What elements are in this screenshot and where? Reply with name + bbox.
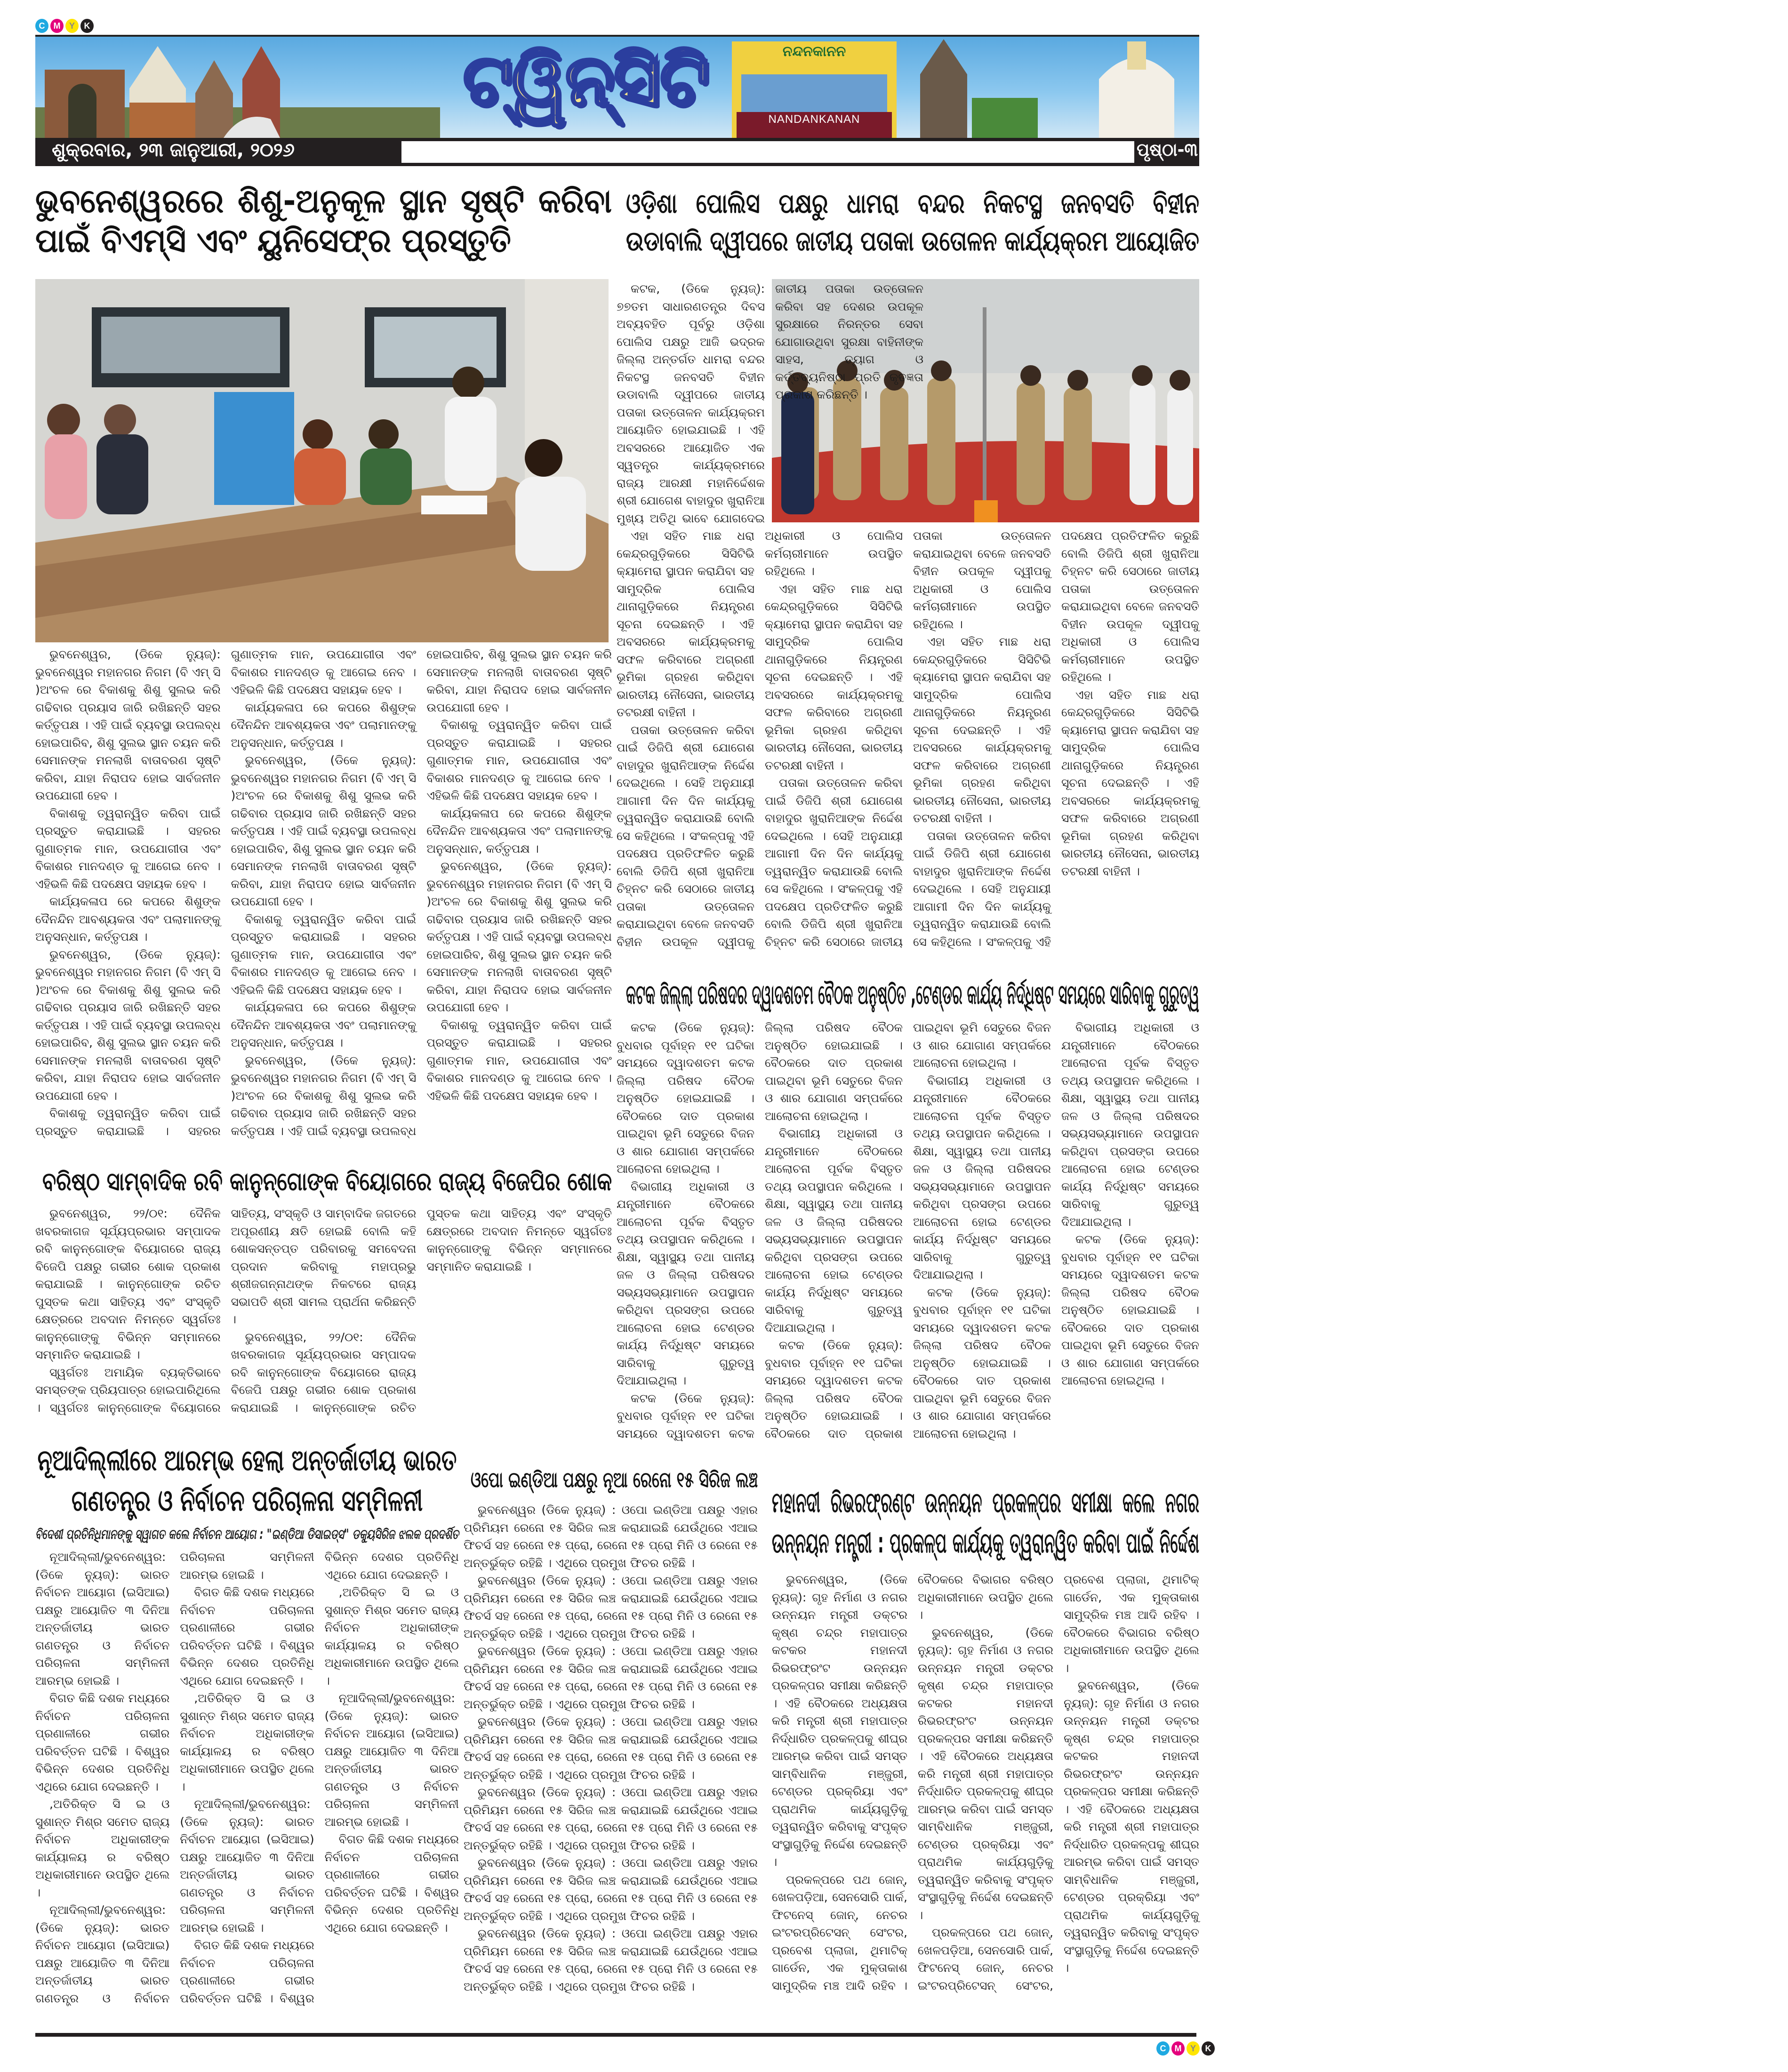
article-paragraph: ଭୁବନେଶ୍ୱର, ୨୨/୦୧: ଦୈନିକ ଖବରକାଗଜ ସୂର୍ଯ୍ୟପ୍ରଭାର ସମ୍ପାଦକ ରବି କାନୁନ୍‌ଗୋଙ୍କ ବିୟୋଗରେ ରାଜ୍ୟ ବିଜେପି ପକ୍ଷରୁ ଗଭୀର ଶୋକ ପ୍ରକାଶ କରାଯାଇଛି । କାନୁନ୍‌ଗୋଙ୍କ ରଚିତ ପୁସ୍ତକ କଥା ସାହିତ୍ୟ ଏବଂ ସଂସ୍କୃତି କ୍ଷେତ୍ରରେ ଅବଦାନ ନିମନ୍ତେ ସ୍ୱର୍ଗତଃ କାନୁନ୍‌ଗୋଙ୍କୁ ବିଭିନ୍ନ ସମ୍ମାନରେ ସମ୍ମାନିତ କରାଯାଇଛି । (231, 1207, 612, 1415)
headline-delhi-election-conference: ନୂଆଦିଲ୍ଲୀରେ ଆରମ୍ଭ ହେଲା ଅନ୍ତର୍ଜାତୀୟ ଭାରତ ଗଣତନ୍ତ୍ର ଓ ନିର୍ବାଚନ ପରିଚାଳନା ସମ୍ମିଳନୀ (37, 1443, 457, 1518)
article-body-cuttack (617, 1019, 1199, 1442)
bmc-meeting-photo (35, 279, 609, 642)
article-paragraph: କଟକ (ଡିକେ ନ୍ୟୁଜ୍): ବୁଧବାର ପୂର୍ବାହ୍ନ ୧୧ ଘଟିକା ସମୟରେ ଦ୍ୱାଦଶତମ କଟକ ଜିଲ୍ଲା ପରିଷଦ ବୈଠକ ଅନୁଷ୍ଠିତ ହୋଇଯାଇଛି । ବୈଠକରେ ଦାତ ପ୍ରକାଶ ପାଇଥିବା ଭୂମି ସେତୁରେ ବିଜନ ଓ ଶାର ଯୋଗାଣ ସମ୍ପର୍କରେ ଆଲୋଚନା ହୋଇଥିଲା । (617, 1021, 903, 1440)
magenta-mark: M (50, 19, 64, 33)
bottom-rule (35, 2033, 1196, 2037)
article-paragraph: ବିଭାଗୀୟ ଅଧିକାରୀ ଓ ଯନ୍ତ୍ରୀମାନେ ବୈଠକରେ ଆଲୋଚନା ପୂର୍ବକ ବିସ୍ତୃତ ତଥ୍ୟ ଉପସ୍ଥାପନ କରିଥିଲେ । ଶିକ୍ଷା, ସ୍ୱାସ୍ଥ୍ୟ ତଥା ପାନୀୟ ଜଳ ଓ ଜିଲ୍ଲା ପରିଷଦର ସଭ୍ୟସଭ୍ୟାମାନେ ଉପସ୍ଥାପନ କରିଥିବା ପ୍ରସଙ୍ଗ ଉପରେ ଆଲୋଚନା ହୋଇ ଟେଣ୍ଡର କାର୍ଯ୍ୟ ନିର୍ଦ୍ଧିଷ୍ଟ ସମୟରେ ସାରିବାକୁ ଗୁରୁତ୍ୱ ଦିଆଯାଇଥିଲା । (617, 1179, 754, 1387)
registration-marks-bottom (1156, 2041, 1215, 2056)
nandankanan-sign-english-text: NANDANKANAN (768, 113, 860, 126)
article-paragraph: ଏହା ସହିତ ମାଛ ଧରା କେନ୍ଦ୍ରଗୁଡ଼ିକରେ ସିସିଟିଭି କ୍ୟାମେରା ସ୍ଥାପନ କରାଯିବା ସହ ସାମୁଦ୍ରିକ ପୋଲିସ ଥାନାଗୁଡ଼ିକରେ ନିୟନ୍ତ୍ରଣ ସୂଚନା ଦେଇଛନ୍ତି । ଏହି ଅବସରରେ କାର୍ଯ୍ୟକ୍ରମକୁ ସଫଳ କରିବାରେ ଅଗ୍ରଣୀ ଭୂମିକା ଗ୍ରହଣ କରିଥିବା ଭାରତୀୟ ନୌସେନା, ଭାରତୀୟ ତଟରକ୍ଷୀ ବାହିନୀ । (765, 582, 903, 772)
nandankanan-sign-odia (739, 43, 890, 62)
article-paragraph: ଭୁବନେଶ୍ୱର (ଡିକେ ନ୍ୟୁଜ୍) : ଓପୋ ଇଣ୍ଡିଆ ପକ୍ଷରୁ ଏହାର ପ୍ରିମିୟମ ରେନୋ ୧୫ ସିରିଜ ଲଞ୍ଚ କରାଯାଇଛି ଯେଉଁଥିରେ ଏଆଇ ଫିଚର୍ସ ସହ ରେନୋ ୧୫ ପ୍ରୋ, ରେନୋ ୧୫ ପ୍ରୋ ମିନି ଓ ରେନୋ ୧୫ ଅନ୍ତର୍ଭୁକ୍ତ ରହିଛି । ଏଥିରେ ପ୍ରମୁଖ ଫିଚର ରହିଛି । (464, 1785, 758, 1852)
cyan-mark: C (35, 19, 48, 33)
article-body-delhi (35, 1548, 459, 2024)
article-body-oppo (464, 1501, 758, 2013)
article-paragraph: ଭୁବନେଶ୍ୱର, (ଡିକେ ନ୍ୟୁଜ୍): ଗୃହ ନିର୍ମାଣ ଓ ନଗର ଉନ୍ନୟନ ମନ୍ତ୍ରୀ ଡକ୍ଟର କୃଷ୍ଣ ଚନ୍ଦ୍ର ମହାପାତ୍ର କଟକର ମହାନଦୀ ରିଭରଫ୍ରଂଟ ଉନ୍ନୟନ ପ୍ରକଳ୍ପର ସମୀକ୍ଷା କରିଛନ୍ତି । ଏହି ବୈଠକରେ ଅଧ୍ୟକ୍ଷତା କରି ମନ୍ତ୍ରୀ ଶ୍ରୀ ମହାପାତ୍ର ନିର୍ଦ୍ଧାରିତ ପ୍ରକଳ୍ପକୁ ଶୀଘ୍ର ଆରମ୍ଭ କରିବା ପାଇଁ ସମସ୍ତ ସାମ୍ବିଧାନିକ ମଞ୍ଜୁରୀ, ଟେଣ୍ଡର ପ୍ରକ୍ରିୟା ଏବଂ ପ୍ରାଥମିକ କାର୍ଯ୍ୟଗୁଡ଼ିକୁ ତ୍ୱରାନ୍ୱିତ କରିବାକୁ ସଂପୃକ୍ତ ସଂସ୍ଥାଗୁଡ଼ିକୁ ନିର୍ଦ୍ଦେଶ ଦେଇଛନ୍ତି । (772, 1573, 907, 1869)
black-mark: K (1202, 2041, 1215, 2056)
article-paragraph: ବିକାଶକୁ ତ୍ୱରାନ୍ୱିତ କରିବା ପାଇଁ ପ୍ରସ୍ତୁତ କରାଯାଇଛି । ସହରର ଗୁଣାତ୍ମକ ମାନ, ଉପଯୋଗୀତା ଏବଂ ବିକାଶର ମାନଦଣ୍ଡ କୁ ଆଗେଇ ନେବ । ଏହିଭଳି କିଛି ପଦକ୍ଷେପ ସହାୟକ ହେବ । (426, 1018, 612, 1103)
headline-oppo-text: ଓପୋ ଇଣ୍ଡିଆ ପକ୍ଷରୁ ନୂଆ ରେନୋ ୧୫ ସିରିଜ ଲଞ୍ଚ (471, 1467, 758, 1492)
article-body-police-lead (617, 280, 923, 527)
article-paragraph: ବିଗତ କିଛି ଦଶକ ମଧ୍ୟରେ ନିର୍ବାଚନ ପରିଚାଳନା ପ୍ରଣାଳୀରେ ଗଭୀର ପରିବର୍ତ୍ତନ ଘଟିଛି । ବିଶ୍ୱର ବିଭିନ୍ନ ଦେଶର ପ୍ରତିନିଧି ଏଥିରେ ଯୋଗ ଦେଇଛନ୍ତି । (35, 1691, 170, 1793)
yellow-mark: Y (65, 19, 79, 33)
headline-cuttack-zilla-parishad (626, 976, 1199, 1012)
article-paragraph: କଟକ (ଡିକେ ନ୍ୟୁଜ୍): ବୁଧବାର ପୂର୍ବାହ୍ନ ୧୧ ଘଟିକା ସମୟରେ ଦ୍ୱାଦଶତମ କଟକ ଜିଲ୍ଲା ପରିଷଦ ବୈଠକ ଅନୁଷ୍ଠିତ ହୋଇଯାଇଛି । ବୈଠକରେ ଦାତ ପ୍ରକାଶ ପାଇଥିବା ଭୂମି ସେତୁରେ ବିଜନ ଓ ଶାର ଯୋଗାଣ ସମ୍ପର୍କରେ ଆଲୋଚନା ହୋଇଥିଲା । (913, 1285, 1051, 1440)
page-number (1137, 139, 1198, 166)
article-paragraph: ବିକାଶକୁ ତ୍ୱରାନ୍ୱିତ କରିବା ପାଇଁ ପ୍ରସ୍ତୁତ କରାଯାଇଛି । ସହରର ଗୁଣାତ୍ମକ ମାନ, ଉପଯୋଗୀତା ଏବଂ ବିକାଶର ମାନଦଣ୍ଡ କୁ ଆଗେଇ ନେବ । ଏହିଭଳି କିଛି ପଦକ୍ଷେପ ସହାୟକ ହେବ । (35, 648, 417, 1138)
article-paragraph: ନୂଆଦିଲ୍ଲୀ/ଭୁବନେଶ୍ୱର:(ଡିକେ ନ୍ୟୁଜ୍): ଭାରତ ନିର୍ବାଚନ ଆୟୋଗ (ଇସିଆଇ) ପକ୍ଷରୁ ଆୟୋଜିତ ୩ ଦିନିଆ ଅନ୍ତର୍ଜାତୀୟ ଭାରତ ଗଣତନ୍ତ୍ର ଓ ନିର୍ବାଚନ ପରିଚାଳନା ସମ୍ମିଳନୀ ଆରମ୍ଭ ହୋଇଛି । (35, 1550, 170, 1688)
article-body-police (617, 527, 1199, 968)
article-paragraph: କଟକ (ଡିକେ ନ୍ୟୁଜ୍): ବୁଧବାର ପୂର୍ବାହ୍ନ ୧୧ ଘଟିକା ସମୟରେ ଦ୍ୱାଦଶତମ କଟକ ଜିଲ୍ଲା ପରିଷଦ ବୈଠକ ଅନୁଷ୍ଠିତ ହୋଇଯାଇଛି । ବୈଠକରେ ଦାତ ପ୍ରକାଶ ପାଇଥିବା ଭୂମି ସେତୁରେ ବିଜନ ଓ ଶାର ଯୋଗାଣ ସମ୍ପର୍କରେ ଆଲୋଚନା ହୋଇଥିଲା । (1061, 1232, 1199, 1387)
magenta-mark: M (1171, 2041, 1185, 2056)
article-paragraph: ନୂଆଦିଲ୍ଲୀ/ଭୁବନେଶ୍ୱର:(ଡିକେ ନ୍ୟୁଜ୍): ଭାରତ ନିର୍ବାଚନ ଆୟୋଗ (ଇସିଆଇ) ପକ୍ଷରୁ ଆୟୋଜିତ ୩ ଦିନିଆ ଅନ୍ତର୍ଜାତୀୟ ଭାରତ ଗଣତନ୍ତ୍ର ଓ ନିର୍ବାଚନ ପରିଚାଳନା ସମ୍ମିଳନୀ ଆରମ୍ଭ ହୋଇଛି । (180, 1797, 314, 1935)
article-paragraph: ଭୁବନେଶ୍ୱର, (ଡିକେ ନ୍ୟୁଜ୍): ଭୁବନେଶ୍ୱର ମହାନଗର ନିଗମ (ବି ଏମ୍ ସି )ଅଂଚଳ ରେ ବିକାଶକୁ ଶିଶୁ ସୁଲଭ କରି ଗଢିବାର ପ୍ରୟାସ ଜାରି ରଖିଛନ୍ତି ସହର କର୍ତ୍ତୃପକ୍ଷ । ଏହି ପାଇଁ ବ୍ୟବସ୍ଥା ଉପଲବ୍ଧ ହୋଇପାରିବ, ଶିଶୁ ସୁଲଭ ସ୍ଥାନ ଚୟନ କରି ସେମାନଙ୍କ ମନଲାଖି ବାତାବରଣ ସୃଷ୍ଟି କରିବା, ଯାହା ନିରାପଦ ହୋଇ ସାର୍ବଜନୀନ ଉପଯୋଗୀ ହେବ । (35, 947, 221, 1103)
subheadline-delhi (35, 1526, 459, 1543)
article-paragraph: ନୂଆଦିଲ୍ଲୀ/ଭୁବନେଶ୍ୱର:(ଡିକେ ନ୍ୟୁଜ୍): ଭାରତ ନିର୍ବାଚନ ଆୟୋଗ (ଇସିଆଇ) ପକ୍ଷରୁ ଆୟୋଜିତ ୩ ଦିନିଆ ଅନ୍ତର୍ଜାତୀୟ ଭାରତ ଗଣତନ୍ତ୍ର ଓ ନିର୍ବାଚନ ପରିଚାଳନା ସମ୍ମିଳନୀ ଆରମ୍ଭ ହୋଇଛି । (35, 1550, 314, 2005)
nandankanan-sign-english (739, 113, 890, 129)
article-paragraph: ପତାକା ଉତ୍ତୋଳନ କରିବା ପାଇଁ ଡିଜିପି ଶ୍ରୀ ଯୋଗେଶ ବାହାଦୁର ଖୁରାନିଆଙ୍କ ନିର୍ଦ୍ଦେଶ ଦେଇଥିଲେ । ସେହି ଅନୁଯାୟୀ ଆଗାମୀ ଦିନ ଦିନ କାର୍ଯ୍ୟକୁ ତ୍ୱରାନ୍ୱିତ କରାଯାଉଛି ବୋଲି ସେ କହିଥିଲେ । ସଂକଳ୍ପକୁ ଏହି ପଦକ୍ଷେପ ପ୍ରତିଫଳିତ କରୁଛି ବୋଲି ଡିଜିପି ଶ୍ରୀ ଖୁରାନିଆ ଚିହ୍ନଟ କରି ସେଠାରେ ଜାତୀୟ ପତାକା ଉତ୍ତୋଳନ କରାଯାଇଥିବା ବେଳେ ଜନବସତି ବିହୀନ ଉପକୂଳ ଦ୍ୱୀପକୁ ଅଧିକାରୀ ଓ ପୋଲିସ କର୍ମଚାରୀମାନେ ଉପସ୍ଥିତ ରହିଥିଲେ । (913, 529, 1199, 949)
article-paragraph: ଭୁବନେଶ୍ୱର (ଡିକେ ନ୍ୟୁଜ୍) : ଓପୋ ଇଣ୍ଡିଆ ପକ୍ଷରୁ ଏହାର ପ୍ରିମିୟମ ରେନୋ ୧୫ ସିରିଜ ଲଞ୍ଚ କରାଯାଇଛି ଯେଉଁଥିରେ ଏଆଇ ଫିଚର୍ସ ସହ ରେନୋ ୧୫ ପ୍ରୋ, ରେନୋ ୧୫ ପ୍ରୋ ମିନି ଓ ରେନୋ ୧୫ ଅନ୍ତର୍ଭୁକ୍ତ ରହିଛି । ଏଥିରେ ପ୍ରମୁଖ ଫିଚର ରହିଛି । (464, 1715, 758, 1782)
article-paragraph: ଭୁବନେଶ୍ୱର, ୨୨/୦୧: ଦୈନିକ ଖବରକାଗଜ ସୂର୍ଯ୍ୟପ୍ରଭାର ସମ୍ପାଦକ ରବି କାନୁନ୍‌ଗୋଙ୍କ ବିୟୋଗରେ ରାଜ୍ୟ ବିଜେପି ପକ୍ଷରୁ ଗଭୀର ଶୋକ ପ୍ରକାଶ କରାଯାଇଛି । କାନୁନ୍‌ଗୋଙ୍କ ରଚିତ ପୁସ୍ତକ କଥା ସାହିତ୍ୟ ଏବଂ ସଂସ୍କୃତି କ୍ଷେତ୍ରରେ ଅବଦାନ ନିମନ୍ତେ ସ୍ୱର୍ଗତଃ କାନୁନ୍‌ଗୋଙ୍କୁ ବିଭିନ୍ନ ସମ୍ମାନରେ ସମ୍ମାନିତ କରାଯାଇଛି । (35, 1207, 221, 1361)
nandankanan-sign-odia-text: ନନ୍ଦନକାନନ (782, 43, 846, 60)
article-paragraph: ,ଅତିରିକ୍ତ ସି ଇ ଓ ସୁଶାନ୍ତ ମିଶ୍ର ସମେତ ରାଜ୍ୟ ନିର୍ବାଚନ ଅଧିକାରୀଙ୍କ କାର୍ଯ୍ୟାଳୟ ର ବରିଷ୍ଠ ଅଧିକାରୀମାନେ ଉପସ୍ଥିତ ଥିଲେ । (180, 1691, 314, 1793)
article-body-ravi (35, 1205, 612, 1434)
article-paragraph: ବିଗତ କିଛି ଦଶକ ମଧ୍ୟରେ ନିର୍ବାଚନ ପରିଚାଳନା ପ୍ରଣାଳୀରେ ଗଭୀର ପରିବର୍ତ୍ତନ ଘଟିଛି । ବିଶ୍ୱର ବିଭିନ୍ନ ଦେଶର ପ୍ରତିନିଧି ଏଥିରେ ଯୋଗ ଦେଇଛନ୍ତି । (180, 1550, 459, 2005)
article-paragraph: ଭୁବନେଶ୍ୱର (ଡିକେ ନ୍ୟୁଜ୍) : ଓପୋ ଇଣ୍ଡିଆ ପକ୍ଷରୁ ଏହାର ପ୍ରିମିୟମ ରେନୋ ୧୫ ସିରିଜ ଲଞ୍ଚ କରାଯାଇଛି ଯେଉଁଥିରେ ଏଆଇ ଫିଚର୍ସ ସହ ରେନୋ ୧୫ ପ୍ରୋ, ରେନୋ ୧୫ ପ୍ରୋ ମିନି ଓ ରେନୋ ୧୫ ଅନ୍ତର୍ଭୁକ୍ତ ରହିଛି । ଏଥିରେ ପ୍ରମୁଖ ଫିଚର ରହିଛି । (464, 1644, 758, 1711)
article-paragraph: ପ୍ରକଳ୍ପରେ ପଥ ଜୋନ୍, ଖେଳପଡ଼ିଆ, ସେନସୋରି ପାର୍କ, ଫିଟନେସ୍ ଜୋନ୍, ନେଚର ଇଂଟରପ୍ରିଟେସନ୍ ସେଂଟର, ପ୍ରବେଶ ପ୍ଲାଜା, ଥିମାଟିକ୍ ଗାର୍ଡେନ, ଏକ ମୁକ୍ତାକାଶ ସାମୁଦ୍ରିକ ମଞ୍ଚ ଆଦି ରହିବ । ବୈଠକରେ ବିଭାଗର ବରିଷ୍ଠ ଅଧିକାରୀମାନେ ଉପସ୍ଥିତ ଥିଲେ । (918, 1573, 1199, 1992)
lingaraj-temple-image (920, 39, 967, 138)
article-paragraph: ଏହା ସହିତ ମାଛ ଧରା କେନ୍ଦ୍ରଗୁଡ଼ିକରେ ସିସିଟିଭି କ୍ୟାମେରା ସ୍ଥାପନ କରାଯିବା ସହ ସାମୁଦ୍ରିକ ପୋଲିସ ଥାନାଗୁଡ଼ିକରେ ନିୟନ୍ତ୍ରଣ ସୂଚନା ଦେଇଛନ୍ତି । ଏହି ଅବସରରେ କାର୍ଯ୍ୟକ୍ରମକୁ ସଫଳ କରିବାରେ ଅଗ୍ରଣୀ ଭୂମିକା ଗ୍ରହଣ କରିଥିବା ଭାରତୀୟ ନୌସେନା, ଭାରତୀୟ ତଟରକ୍ଷୀ ବାହିନୀ । (913, 635, 1051, 825)
article-paragraph: ବିଭାଗୀୟ ଅଧିକାରୀ ଓ ଯନ୍ତ୍ରୀମାନେ ବୈଠକରେ ଆଲୋଚନା ପୂର୍ବକ ବିସ୍ତୃତ ତଥ୍ୟ ଉପସ୍ଥାପନ କରିଥିଲେ । ଶିକ୍ଷା, ସ୍ୱାସ୍ଥ୍ୟ ତଥା ପାନୀୟ ଜଳ ଓ ଜିଲ୍ଲା ପରିଷଦର ସଭ୍ୟସଭ୍ୟାମାନେ ଉପସ୍ଥାପନ କରିଥିବା ପ୍ରସଙ୍ଗ ଉପରେ ଆଲୋଚନା ହୋଇ ଟେଣ୍ଡର କାର୍ଯ୍ୟ ନିର୍ଦ୍ଧିଷ୍ଟ ସମୟରେ ସାରିବାକୁ ଗୁରୁତ୍ୱ ଦିଆଯାଇଥିଲା । (765, 1127, 903, 1335)
flag-pole (983, 307, 986, 522)
article-paragraph: ବିଗତ କିଛି ଦଶକ ମଧ୍ୟରେ ନିର୍ବାଚନ ପରିଚାଳନା ପ୍ରଣାଳୀରେ ଗଭୀର ପରିବର୍ତ୍ତନ ଘଟିଛି । ବିଶ୍ୱର ବିଭିନ୍ନ ଦେଶର ପ୍ରତିନିଧି ଏଥିରେ ଯୋଗ ଦେଇଛନ୍ତି । (180, 1585, 314, 1688)
article-paragraph: ପ୍ରକଳ୍ପରେ ପଥ ଜୋନ୍, ଖେଳପଡ଼ିଆ, ସେନସୋରି ପାର୍କ, ଫିଟନେସ୍ ଜୋନ୍, ନେଚର ଇଂଟରପ୍ରିଟେସନ୍ ସେଂଟର, ପ୍ରବେଶ ପ୍ଲାଜା, ଥିମାଟିକ୍ ଗାର୍ଡେନ, ଏକ ମୁକ୍ତାକାଶ ସାମୁଦ୍ରିକ ମଞ୍ଚ ଆଦି ରହିବ । ବୈଠକରେ ବିଭାଗର ବରିଷ୍ଠ ଅଧିକାରୀମାନେ ଉପସ୍ଥିତ ଥିଲେ । (772, 1573, 1053, 1992)
article-body-bmc (35, 646, 612, 1157)
issue-date-text: ଶୁକ୍ରବାର, ୨୩ ଜାନୁଆରୀ, ୨୦୨୬ (52, 139, 295, 161)
article-paragraph: ,ଅତିରିକ୍ତ ସି ଇ ଓ ସୁଶାନ୍ତ ମିଶ୍ର ସମେତ ରାଜ୍ୟ ନିର୍ବାଚନ ଅଧିକାରୀଙ୍କ କାର୍ଯ୍ୟାଳୟ ର ବରିଷ୍ଠ ଅଧିକାରୀମାନେ ଉପସ୍ଥିତ ଥିଲେ । (35, 1797, 170, 1899)
cyan-mark: C (1156, 2041, 1170, 2056)
article-paragraph: ଭୁବନେଶ୍ୱର (ଡିକେ ନ୍ୟୁଜ୍) : ଓପୋ ଇଣ୍ଡିଆ ପକ୍ଷରୁ ଏହାର ପ୍ରିମିୟମ ରେନୋ ୧୫ ସିରିଜ ଲଞ୍ଚ କରାଯାଇଛି ଯେଉଁଥିରେ ଏଆଇ ଫିଚର୍ସ ସହ ରେନୋ ୧୫ ପ୍ରୋ, ରେନୋ ୧୫ ପ୍ରୋ ମିନି ଓ ରେନୋ ୧୫ ଅନ୍ତର୍ଭୁକ୍ତ ରହିଛି । ଏଥିରେ ପ୍ରମୁଖ ଫିଚର ରହିଛି । (464, 1503, 758, 1570)
article-paragraph: ବିଗତ କିଛି ଦଶକ ମଧ୍ୟରେ ନିର୍ବାଚନ ପରିଚାଳନା ପ୍ରଣାଳୀରେ ଗଭୀର ପରିବର୍ତ୍ତନ ଘଟିଛି । ବିଶ୍ୱର ବିଭିନ୍ନ ଦେଶର ପ୍ରତିନିଧି ଏଥିରେ ଯୋଗ ଦେଇଛନ୍ତି । (324, 1832, 459, 1935)
article-paragraph: ସ୍ୱର୍ଗତଃ ଅମାୟିକ ବ୍ୟକ୍ତିଭାବେ ସମସ୍ତଙ୍କ ପ୍ରିୟପାତ୍ର ହୋଇପାରିଥିଲେ । ସ୍ୱର୍ଗତଃ କାନୁନ୍‌ଗୋଙ୍କ ବିୟୋଗରେ ସାହିତ୍ୟ, ସଂସ୍କୃତି ଓ ସାମ୍ବାଦିକ ଜଗତରେ ଅପୂରଣୀୟ କ୍ଷତି ହୋଇଛି ବୋଲି କହି ଶୋକସନ୍ତପ୍ତ ପରିବାରକୁ ସମବେଦନା ପ୍ରଦାନ କରିବାକୁ ମହାପ୍ରଭୁ ଶ୍ରୀଜଗନ୍ନାଥଙ୍କ ନିକଟରେ ରାଜ୍ୟ ସଭାପତି ଶ୍ରୀ ସାମଲ ପ୍ରାର୍ଥନା କରିଛନ୍ତି । (35, 1207, 417, 1415)
article-paragraph: କାର୍ଯ୍ୟକଳାପ ରେ କପରେ ଶିଶୁଙ୍କ ଦୈନନ୍ଦିନ ଆବଶ୍ୟକତା ଏବଂ ପଲାମାନଙ୍କୁ ଅନୁସନ୍ଧାନ, କର୍ତ୍ତୃପକ୍ଷ । (231, 1000, 417, 1049)
date-bar-blank-box (401, 141, 1134, 163)
article-paragraph: ପତାକା ଉତ୍ତୋଳନ କରିବା ପାଇଁ ଡିଜିପି ଶ୍ରୀ ଯୋଗେଶ ବାହାଦୁର ଖୁରାନିଆଙ୍କ ନିର୍ଦ୍ଦେଶ ଦେଇଥିଲେ । ସେହି ଅନୁଯାୟୀ ଆଗାମୀ ଦିନ ଦିନ କାର୍ଯ୍ୟକୁ ତ୍ୱରାନ୍ୱିତ କରାଯାଉଛି ବୋଲି ସେ କହିଥିଲେ । ସଂକଳ୍ପକୁ ଏହି ପଦକ୍ଷେପ ପ୍ରତିଫଳିତ କରୁଛି ବୋଲି ଡିଜିପି ଶ୍ରୀ ଖୁରାନିଆ ଚିହ୍ନଟ କରି ସେଠାରେ ଜାତୀୟ ପତାକା ଉତ୍ତୋଳନ କରାଯାଇଥିବା ବେଳେ ଜନବସତି ବିହୀନ ଉପକୂଳ ଦ୍ୱୀପକୁ ଅଧିକାରୀ ଓ ପୋଲିସ କର୍ମଚାରୀମାନେ ଉପସ୍ଥିତ ରହିଥିଲେ । (765, 529, 1051, 949)
subheadline-delhi-text: ବିଦେଶୀ ପ୍ରତିନିଧିମାନଙ୍କୁ ସ୍ୱାଗତ କଲେ ନିର୍ବାଚନ ଆୟୋଗ : "ଇଣ୍ଡିଆ ଡିସାଇଡ୍ସ" ଡକ୍ୟୁସିରିଜ ଝଲକ ପ୍ରଦର୍ଶିତ (35, 1526, 459, 1542)
masthead-title (445, 40, 727, 134)
article-paragraph: ବିଭାଗୀୟ ଅଧିକାରୀ ଓ ଯନ୍ତ୍ରୀମାନେ ବୈଠକରେ ଆଲୋଚନା ପୂର୍ବକ ବିସ୍ତୃତ ତଥ୍ୟ ଉପସ୍ଥାପନ କରିଥିଲେ । ଶିକ୍ଷା, ସ୍ୱାସ୍ଥ୍ୟ ତଥା ପାନୀୟ ଜଳ ଓ ଜିଲ୍ଲା ପରିଷଦର ସଭ୍ୟସଭ୍ୟାମାନେ ଉପସ୍ଥାପନ କରିଥିବା ପ୍ରସଙ୍ଗ ଉପରେ ଆଲୋଚନା ହୋଇ ଟେଣ୍ଡର କାର୍ଯ୍ୟ ନିର୍ଦ୍ଧିଷ୍ଟ ସମୟରେ ସାରିବାକୁ ଗୁରୁତ୍ୱ ଦିଆଯାଇଥିଲା । (1061, 1021, 1199, 1229)
article-paragraph: କାର୍ଯ୍ୟକଳାପ ରେ କପରେ ଶିଶୁଙ୍କ ଦୈନନ୍ଦିନ ଆବଶ୍ୟକତା ଏବଂ ପଲାମାନଙ୍କୁ ଅନୁସନ୍ଧାନ, କର୍ତ୍ତୃପକ୍ଷ । (231, 700, 417, 750)
headline-ravi-kanungo (42, 1165, 612, 1199)
article-paragraph: ବିକାଶକୁ ତ୍ୱରାନ୍ୱିତ କରିବା ପାଇଁ ପ୍ରସ୍ତୁତ କରାଯାଇଛି । ସହରର ଗୁଣାତ୍ମକ ମାନ, ଉପଯୋଗୀତା ଏବଂ ବିକାଶର ମାନଦଣ୍ଡ କୁ ଆଗେଇ ନେବ । ଏହିଭଳି କିଛି ପଦକ୍ଷେପ ସହାୟକ ହେବ । (35, 806, 221, 891)
article-paragraph: କଟକ (ଡିକେ ନ୍ୟୁଜ୍): ବୁଧବାର ପୂର୍ବାହ୍ନ ୧୧ ଘଟିକା ସମୟରେ ଦ୍ୱାଦଶତମ କଟକ ଜିଲ୍ଲା ପରିଷଦ ବୈଠକ ଅନୁଷ୍ଠିତ ହୋଇଯାଇଛି । ବୈଠକରେ ଦାତ ପ୍ରକାଶ ପାଇଥିବା ଭୂମି ସେତୁରେ ବିଜନ ଓ ଶାର ଯୋଗାଣ ସମ୍ପର୍କରେ ଆଲୋଚନା ହୋଇଥିଲା । (765, 1021, 1051, 1440)
headline-police-flag-hoisting: ଓଡ଼ିଶା ପୋଲିସ ପକ୍ଷରୁ ଧାମରା ବନ୍ଦର ନିକଟସ୍ଥ ଜନବସତି ବିହୀନ ଉଡାବାଲି ଦ୍ୱୀପରେ ଜାତୀୟ ପତାକା ଉତୋଳନ କାର୍ଯ୍ୟକ୍ରମ ଆୟୋଜିତ (626, 187, 1199, 257)
registration-marks-top (35, 19, 94, 33)
article-paragraph: ,ଅତିରିକ୍ତ ସି ଇ ଓ ସୁଶାନ୍ତ ମିଶ୍ର ସମେତ ରାଜ୍ୟ ନିର୍ବାଚନ ଅଧିକାରୀଙ୍କ କାର୍ଯ୍ୟାଳୟ ର ବରିଷ୍ଠ ଅଧିକାରୀମାନେ ଉପସ୍ଥିତ ଥିଲେ । (324, 1585, 459, 1688)
article-paragraph: ନୂଆଦିଲ୍ଲୀ/ଭୁବନେଶ୍ୱର:(ଡିକେ ନ୍ୟୁଜ୍): ଭାରତ ନିର୍ବାଚନ ଆୟୋଗ (ଇସିଆଇ) ପକ୍ଷରୁ ଆୟୋଜିତ ୩ ଦିନିଆ ଅନ୍ତର୍ଜାତୀୟ ଭାରତ ଗଣତନ୍ତ୍ର ଓ ନିର୍ବାଚନ ପରିଚାଳନା ସମ୍ମିଳନୀ ଆରମ୍ଭ ହୋଇଛି । (324, 1691, 459, 1829)
headline-bmc-unicef: ଭୁବନେଶ୍ୱରରେ ଶିଶୁ-ଅନୁକୂଳ ସ୍ଥାନ ସୃଷ୍ଟି କରିବା ପାଇଁ ବିଏମ୍‌ସି ଏବଂ ୟୁନିସେଫ୍‌ର ପ୍ରସ୍ତୁତି (35, 182, 612, 260)
article-paragraph: ଭୁବନେଶ୍ୱର (ଡିକେ ନ୍ୟୁଜ୍) : ଓପୋ ଇଣ୍ଡିଆ ପକ୍ଷରୁ ଏହାର ପ୍ରିମିୟମ ରେନୋ ୧୫ ସିରିଜ ଲଞ୍ଚ କରାଯାଇଛି ଯେଉଁଥିରେ ଏଆଇ ଫିଚର୍ସ ସହ ରେନୋ ୧୫ ପ୍ରୋ, ରେନୋ ୧୫ ପ୍ରୋ ମିନି ଓ ରେନୋ ୧୫ ଅନ୍ତର୍ଭୁକ୍ତ ରହିଛି । ଏଥିରେ ପ୍ରମୁଖ ଫିଚର ରହିଛି । (464, 1574, 758, 1640)
article-paragraph: କଟକ (ଡିକେ ନ୍ୟୁଜ୍): ବୁଧବାର ପୂର୍ବାହ୍ନ ୧୧ ଘଟିକା ସମୟରେ ଦ୍ୱାଦଶତମ କଟକ ଜିଲ୍ଲା ପରିଷଦ ବୈଠକ ଅନୁଷ୍ଠିତ ହୋଇଯାଇଛି । ବୈଠକରେ ଦାତ ପ୍ରକାଶ ପାଇଥିବା ଭୂମି ସେତୁରେ ବିଜନ ଓ ଶାର ଯୋଗାଣ ସମ୍ପର୍କରେ ଆଲୋଚନା ହୋଇଥିଲା । (617, 1021, 754, 1176)
article-paragraph: କାର୍ଯ୍ୟକଳାପ ରେ କପରେ ଶିଶୁଙ୍କ ଦୈନନ୍ଦିନ ଆବଶ୍ୟକତା ଏବଂ ପଲାମାନଙ୍କୁ ଅନୁସନ୍ଧାନ, କର୍ତ୍ତୃପକ୍ଷ । (35, 895, 221, 944)
article-paragraph: ଭୁବନେଶ୍ୱର (ଡିକେ ନ୍ୟୁଜ୍) : ଓପୋ ଇଣ୍ଡିଆ ପକ୍ଷରୁ ଏହାର ପ୍ରିମିୟମ ରେନୋ ୧୫ ସିରିଜ ଲଞ୍ଚ କରାଯାଇଛି ଯେଉଁଥିରେ ଏଆଇ ଫିଚର୍ସ ସହ ରେନୋ ୧୫ ପ୍ରୋ, ରେନୋ ୧୫ ପ୍ରୋ ମିନି ଓ ରେନୋ ୧୫ ଅନ୍ତର୍ଭୁକ୍ତ ରହିଛି । ଏଥିରେ ପ୍ରମୁଖ ଫିଚର ରହିଛି । (464, 1927, 758, 1993)
article-paragraph: ଏହା ସହିତ ମାଛ ଧରା କେନ୍ଦ୍ରଗୁଡ଼ିକରେ ସିସିଟିଭି କ୍ୟାମେରା ସ୍ଥାପନ କରାଯିବା ସହ ସାମୁଦ୍ରିକ ପୋଲିସ ଥାନାଗୁଡ଼ିକରେ ନିୟନ୍ତ୍ରଣ ସୂଚନା ଦେଇଛନ୍ତି । ଏହି ଅବସରରେ କାର୍ଯ୍ୟକ୍ରମକୁ ସଫଳ କରିବାରେ ଅଗ୍ରଣୀ ଭୂମିକା ଗ୍ରହଣ କରିଥିବା ଭାରତୀୟ ନୌସେନା, ଭାରତୀୟ ତଟରକ୍ଷୀ ବାହିନୀ । (1061, 688, 1199, 878)
headline-ravi-text: ବରିଷ୍ଠ ସାମ୍ବାଦିକ ରବି କାନୁନ୍‌ଗୋଙ୍କ ବିୟୋଗରେ ରାଜ୍ୟ ବିଜେପିର ଶୋକ (42, 1167, 612, 1196)
article-paragraph: ବିଭାଗୀୟ ଅଧିକାରୀ ଓ ଯନ୍ତ୍ରୀମାନେ ବୈଠକରେ ଆଲୋଚନା ପୂର୍ବକ ବିସ୍ତୃତ ତଥ୍ୟ ଉପସ୍ଥାପନ କରିଥିଲେ । ଶିକ୍ଷା, ସ୍ୱାସ୍ଥ୍ୟ ତଥା ପାନୀୟ ଜଳ ଓ ଜିଲ୍ଲା ପରିଷଦର ସଭ୍ୟସଭ୍ୟାମାନେ ଉପସ୍ଥାପନ କରିଥିବା ପ୍ରସଙ୍ଗ ଉପରେ ଆଲୋଚନା ହୋଇ ଟେଣ୍ଡର କାର୍ଯ୍ୟ ନିର୍ଦ୍ଧିଷ୍ଟ ସମୟରେ ସାରିବାକୁ ଗୁରୁତ୍ୱ ଦିଆଯାଇଥିଲା । (913, 1073, 1051, 1281)
article-paragraph: ପତାକା ଉତ୍ତୋଳନ କରିବା ପାଇଁ ଡିଜିପି ଶ୍ରୀ ଯୋଗେଶ ବାହାଦୁର ଖୁରାନିଆଙ୍କ ନିର୍ଦ୍ଦେଶ ଦେଇଥିଲେ । ସେହି ଅନୁଯାୟୀ ଆଗାମୀ ଦିନ ଦିନ କାର୍ଯ୍ୟକୁ ତ୍ୱରାନ୍ୱିତ କରାଯାଉଛି ବୋଲି ସେ କହିଥିଲେ । ସଂକଳ୍ପକୁ ଏହି ପଦକ୍ଷେପ ପ୍ରତିଫଳିତ କରୁଛି ବୋଲି ଡିଜିପି ଶ୍ରୀ ଖୁରାନିଆ ଚିହ୍ନଟ କରି ସେଠାରେ ଜାତୀୟ ପତାକା ଉତ୍ତୋଳନ କରାଯାଇଥିବା ବେଳେ ଜନବସତି ବିହୀନ ଉପକୂଳ ଦ୍ୱୀପକୁ ଅଧିକାରୀ ଓ ପୋଲିସ କର୍ମଚାରୀମାନେ ଉପସ୍ଥିତ ରହିଥିଲେ । (617, 529, 903, 949)
article-paragraph: ଭୁବନେଶ୍ୱର, (ଡିକେ ନ୍ୟୁଜ୍): ଭୁବନେଶ୍ୱର ମହାନଗର ନିଗମ (ବି ଏମ୍ ସି )ଅଂଚଳ ରେ ବିକାଶକୁ ଶିଶୁ ସୁଲଭ କରି ଗଢିବାର ପ୍ରୟାସ ଜାରି ରଖିଛନ୍ତି ସହର କର୍ତ୍ତୃପକ୍ଷ । ଏହି ପାଇଁ ବ୍ୟବସ୍ଥା ଉପଲବ୍ଧ ହୋଇପାରିବ, ଶିଶୁ ସୁଲଭ ସ୍ଥାନ ଚୟନ କରି ସେମାନଙ୍କ ମନଲାଖି ବାତାବରଣ ସୃଷ୍ଟି କରିବା, ଯାହା ନିରାପଦ ହୋଇ ସାର୍ବଜନୀନ ଉପଯୋଗୀ ହେବ । (231, 648, 612, 1138)
article-paragraph: ଭୁବନେଶ୍ୱର, (ଡିକେ ନ୍ୟୁଜ୍): ଗୃହ ନିର୍ମାଣ ଓ ନଗର ଉନ୍ନୟନ ମନ୍ତ୍ରୀ ଡକ୍ଟର କୃଷ୍ଣ ଚନ୍ଦ୍ର ମହାପାତ୍ର କଟକର ମହାନଦୀ ରିଭରଫ୍ରଂଟ ଉନ୍ନୟନ ପ୍ରକଳ୍ପର ସମୀକ୍ଷା କରିଛନ୍ତି । ଏହି ବୈଠକରେ ଅଧ୍ୟକ୍ଷତା କରି ମନ୍ତ୍ରୀ ଶ୍ରୀ ମହାପାତ୍ର ନିର୍ଦ୍ଧାରିତ ପ୍ରକଳ୍ପକୁ ଶୀଘ୍ର ଆରମ୍ଭ କରିବା ପାଇଁ ସମସ୍ତ ସାମ୍ବିଧାନିକ ମଞ୍ଜୁରୀ, ଟେଣ୍ଡର ପ୍ରକ୍ରିୟା ଏବଂ ପ୍ରାଥମିକ କାର୍ଯ୍ୟଗୁଡ଼ିକୁ ତ୍ୱରାନ୍ୱିତ କରିବାକୁ ସଂପୃକ୍ତ ସଂସ୍ଥାଗୁଡ଼ିକୁ ନିର୍ଦ୍ଦେଶ ଦେଇଛନ୍ତି । (1064, 1679, 1199, 1975)
headline-oppo-reno (471, 1464, 758, 1495)
article-paragraph: ଭୁବନେଶ୍ୱର, (ଡିକେ ନ୍ୟୁଜ୍): ଭୁବନେଶ୍ୱର ମହାନଗର ନିଗମ (ବି ଏମ୍ ସି )ଅଂଚଳ ରେ ବିକାଶକୁ ଶିଶୁ ସୁଲଭ କରି ଗଢିବାର ପ୍ରୟାସ ଜାରି ରଖିଛନ୍ତି ସହର କର୍ତ୍ତୃପକ୍ଷ । ଏହି ପାଇଁ ବ୍ୟବସ୍ଥା ଉପଲବ୍ଧ ହୋଇପାରିବ, ଶିଶୁ ସୁଲଭ ସ୍ଥାନ ଚୟନ କରି ସେମାନଙ୍କ ମନଲାଖି ବାତାବରଣ ସୃଷ୍ଟି କରିବା, ଯାହା ନିରାପଦ ହୋଇ ସାର୍ବଜନୀନ ଉପଯୋଗୀ ହେବ । (231, 753, 417, 908)
article-paragraph: ଏହା ସହିତ ମାଛ ଧରା କେନ୍ଦ୍ରଗୁଡ଼ିକରେ ସିସିଟିଭି କ୍ୟାମେରା ସ୍ଥାପନ କରାଯିବା ସହ ସାମୁଦ୍ରିକ ପୋଲିସ ଥାନାଗୁଡ଼ିକରେ ନିୟନ୍ତ୍ରଣ ସୂଚନା ଦେଇଛନ୍ତି । ଏହି ଅବସରରେ କାର୍ଯ୍ୟକ୍ରମକୁ ସଫଳ କରିବାରେ ଅଗ୍ରଣୀ ଭୂମିକା ଗ୍ରହଣ କରିଥିବା ଭାରତୀୟ ନୌସେନା, ଭାରତୀୟ ତଟରକ୍ଷୀ ବାହିନୀ । (617, 529, 754, 719)
article-paragraph: ବିକାଶକୁ ତ୍ୱରାନ୍ୱିତ କରିବା ପାଇଁ ପ୍ରସ୍ତୁତ କରାଯାଇଛି । ସହରର ଗୁଣାତ୍ମକ ମାନ, ଉପଯୋଗୀତା ଏବଂ ବିକାଶର ମାନଦଣ୍ଡ କୁ ଆଗେଇ ନେବ । ଏହିଭଳି କିଛି ପଦକ୍ଷେପ ସହାୟକ ହେବ । (231, 912, 417, 997)
shanti-stupa-image (1099, 58, 1174, 138)
article-paragraph: ଭୁବନେଶ୍ୱର, (ଡିକେ ନ୍ୟୁଜ୍): ଭୁବନେଶ୍ୱର ମହାନଗର ନିଗମ (ବି ଏମ୍ ସି )ଅଂଚଳ ରେ ବିକାଶକୁ ଶିଶୁ ସୁଲଭ କରି ଗଢିବାର ପ୍ରୟାସ ଜାରି ରଖିଛନ୍ତି ସହର କର୍ତ୍ତୃପକ୍ଷ । ଏହି ପାଇଁ ବ୍ୟବସ୍ଥା ଉପଲବ୍ଧ ହୋଇପାରିବ, ଶିଶୁ ସୁଲଭ ସ୍ଥାନ ଚୟନ କରି ସେମାନଙ୍କ ମନଲାଖି ବାତାବରଣ ସୃଷ୍ଟି କରିବା, ଯାହା ନିରାପଦ ହୋଇ ସାର୍ବଜନୀନ ଉପଯୋଗୀ ହେବ । (426, 859, 612, 1014)
yellow-mark: Y (1187, 2041, 1200, 2056)
article-paragraph: ଭୁବନେଶ୍ୱର (ଡିକେ ନ୍ୟୁଜ୍) : ଓପୋ ଇଣ୍ଡିଆ ପକ୍ଷରୁ ଏହାର ପ୍ରିମିୟମ ରେନୋ ୧୫ ସିରିଜ ଲଞ୍ଚ କରାଯାଇଛି ଯେଉଁଥିରେ ଏଆଇ ଫିଚର୍ସ ସହ ରେନୋ ୧୫ ପ୍ରୋ, ରେନୋ ୧୫ ପ୍ରୋ ମିନି ଓ ରେନୋ ୧୫ ଅନ୍ତର୍ଭୁକ୍ତ ରହିଛି । ଏଥିରେ ପ୍ରମୁଖ ଫିଚର ରହିଛି । (464, 1856, 758, 1923)
article-paragraph: ଭୁବନେଶ୍ୱର, (ଡିକେ ନ୍ୟୁଜ୍): ଭୁବନେଶ୍ୱର ମହାନଗର ନିଗମ (ବି ଏମ୍ ସି )ଅଂଚଳ ରେ ବିକାଶକୁ ଶିଶୁ ସୁଲଭ କରି ଗଢିବାର ପ୍ରୟାସ ଜାରି ରଖିଛନ୍ତି ସହର କର୍ତ୍ତୃପକ୍ଷ । ଏହି ପାଇଁ ବ୍ୟବସ୍ଥା ଉପଲବ୍ଧ ହୋଇପାରିବ, ଶିଶୁ ସୁଲଭ ସ୍ଥାନ ଚୟନ କରି ସେମାନଙ୍କ ମନଲାଖି ବାତାବରଣ ସୃଷ୍ଟି କରିବା, ଯାହା ନିରାପଦ ହୋଇ ସାର୍ବଜନୀନ ଉପଯୋଗୀ ହେବ । (35, 648, 221, 802)
headline-cuttack-text: କଟକ ଜିଲ୍ଲା ପରିଷଦର ଦ୍ୱାଦଶତମ ବୈଠକ ଅନୁଷ୍ଠିତ ,ଟେଣ୍ଡର କାର୍ଯ୍ୟ ନିର୍ଦ୍ଧିଷ୍ଟ ସମୟରେ ସାରିବାକୁ ଗୁରୁତ୍ୱ (626, 978, 1199, 1010)
article-paragraph: ବିକାଶକୁ ତ୍ୱରାନ୍ୱିତ କରିବା ପାଇଁ ପ୍ରସ୍ତୁତ କରାଯାଇଛି । ସହରର ଗୁଣାତ୍ମକ ମାନ, ଉପଯୋଗୀତା ଏବଂ ବିକାଶର ମାନଦଣ୍ଡ କୁ ଆଗେଇ ନେବ । ଏହିଭଳି କିଛି ପଦକ୍ଷେପ ସହାୟକ ହେବ । (426, 718, 612, 802)
page-number-text: ପୃଷ୍ଠା-୩ (1137, 139, 1198, 160)
black-mark: K (80, 19, 94, 33)
issue-date (52, 139, 395, 166)
article-body-mahanadi (772, 1571, 1199, 2012)
masthead-title-text: ଟ୍ୱିନ୍‌ସିଟି (463, 40, 709, 121)
headline-mahanadi-riverfront: ମହାନଦୀ ରିଭରଫ୍ରଣ୍ଟ ଉନ୍ନୟନ ପ୍ରକଳ୍ପର ସମୀକ୍ଷା କଲେ ନଗର ଉନ୍ନୟନ ମନ୍ତ୍ରୀ : ପ୍ରକଳ୍ପ କାର୍ଯ୍ୟକୁ ତ୍ୱରାନ୍ୱିତ କରିବା ପାଇଁ ନିର୍ଦ୍ଦେଶ (772, 1486, 1199, 1560)
article-paragraph: କଟକ, (ଡିକେ ନ୍ୟୁଜ୍): ୭୭ତମ ସାଧାରଣତନ୍ତ୍ର ଦିବସ ଅବ୍ୟବହିତ ପୂର୍ବରୁ ଓଡ଼ିଶା ପୋଲିସ ପକ୍ଷରୁ ଆଜି ଭଦ୍ରକ ଜିଲ୍ଲା ଅନ୍ତର୍ଗତ ଧାମରା ବନ୍ଦର ନିକଟସ୍ଥ ଜନବସତି ବିହୀନ ଉଡାବାଲି ଦ୍ୱୀପରେ ଜାତୀୟ ପତାକା ଉତ୍ତୋଳନ କାର୍ଯ୍ୟକ୍ରମ ଆୟୋଜିତ ହୋଇଯାଇଛି । ଏହି ଅବସରରେ ଆୟୋଜିତ ଏକ ସ୍ୱତନ୍ତ୍ର କାର୍ଯ୍ୟକ୍ରମରେ ରାଜ୍ୟ ଆରକ୍ଷୀ ମହାନିର୍ଦ୍ଦେଶକ ଶ୍ରୀ ଯୋଗେଶ ବାହାଦୁର ଖୁରାନିଆ ମୁଖ୍ୟ ଅତିଥି ଭାବେ ଯୋଗଦେଇ ଜାତୀୟ ପତାକା ଉତ୍ତୋଳନ କରିବା ସହ ଦେଶର ଉପକୂଳ ସୁରକ୍ଷାରେ ନିରନ୍ତର ସେବା ଯୋଗାଉଥିବା ସୁରକ୍ଷା ବାହିନୀଙ୍କ ସାହସ, ତ୍ୟାଗ ଓ କର୍ତ୍ତବ୍ୟନିଷ୍ଠା ପ୍ରତି କୃତଜ୍ଞତା ପ୍ରକାଶ କରିଛନ୍ତି । (617, 282, 923, 525)
article-paragraph: ଭୁବନେଶ୍ୱର, (ଡିକେ ନ୍ୟୁଜ୍): ଗୃହ ନିର୍ମାଣ ଓ ନଗର ଉନ୍ନୟନ ମନ୍ତ୍ରୀ ଡକ୍ଟର କୃଷ୍ଣ ଚନ୍ଦ୍ର ମହାପାତ୍ର କଟକର ମହାନଦୀ ରିଭରଫ୍ରଂଟ ଉନ୍ନୟନ ପ୍ରକଳ୍ପର ସମୀକ୍ଷା କରିଛନ୍ତି । ଏହି ବୈଠକରେ ଅଧ୍ୟକ୍ଷତା କରି ମନ୍ତ୍ରୀ ଶ୍ରୀ ମହାପାତ୍ର ନିର୍ଦ୍ଧାରିତ ପ୍ରକଳ୍ପକୁ ଶୀଘ୍ର ଆରମ୍ଭ କରିବା ପାଇଁ ସମସ୍ତ ସାମ୍ବିଧାନିକ ମଞ୍ଜୁରୀ, ଟେଣ୍ଡର ପ୍ରକ୍ରିୟା ଏବଂ ପ୍ରାଥମିକ କାର୍ଯ୍ୟଗୁଡ଼ିକୁ ତ୍ୱରାନ୍ୱିତ କରିବାକୁ ସଂପୃକ୍ତ ସଂସ୍ଥାଗୁଡ଼ିକୁ ନିର୍ଦ୍ଦେଶ ଦେଇଛନ୍ତି । (918, 1625, 1053, 1922)
article-paragraph: କାର୍ଯ୍ୟକଳାପ ରେ କପରେ ଶିଶୁଙ୍କ ଦୈନନ୍ଦିନ ଆବଶ୍ୟକତା ଏବଂ ପଲାମାନଙ୍କୁ ଅନୁସନ୍ଧାନ, କର୍ତ୍ତୃପକ୍ଷ । (426, 806, 612, 856)
